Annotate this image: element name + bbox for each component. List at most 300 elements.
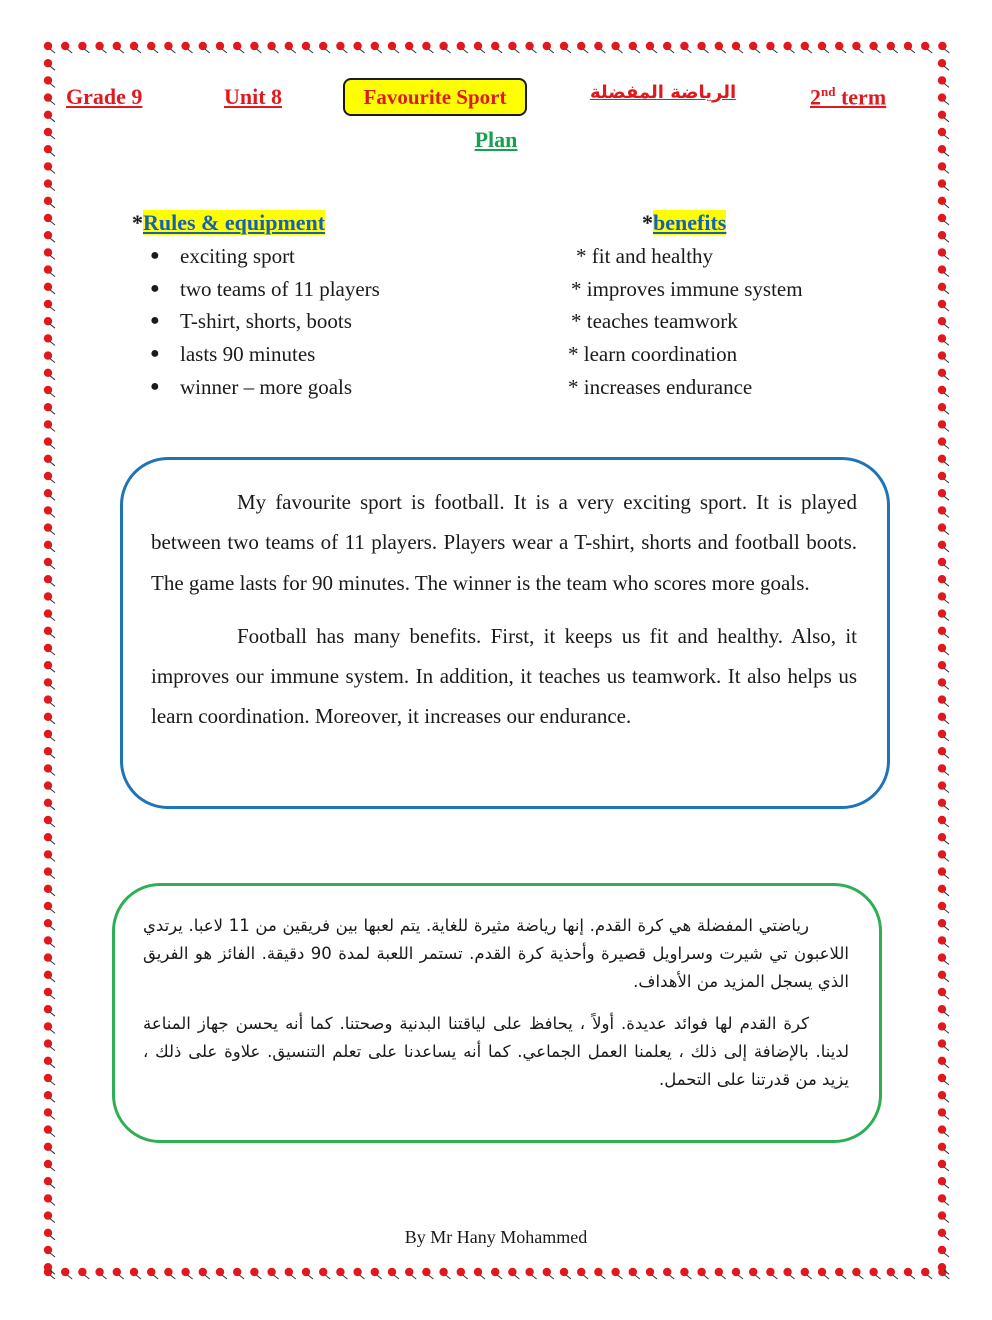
border-dot-stem <box>944 668 949 672</box>
border-dot-stem <box>686 49 691 53</box>
border-dot <box>921 42 929 50</box>
border-dot-stem <box>652 49 657 53</box>
border-dot-stem <box>50 273 55 277</box>
border-dot-stem <box>944 789 949 793</box>
border-dot-stem <box>256 1275 261 1279</box>
border-dot <box>44 592 52 600</box>
border-dot <box>938 988 946 996</box>
border-dot <box>113 1268 121 1276</box>
border-dot <box>938 489 946 497</box>
border-dot <box>938 833 946 841</box>
border-dot-stem <box>721 49 726 53</box>
border-dot-stem <box>944 875 949 879</box>
border-dot-stem <box>291 49 296 53</box>
border-dot-stem <box>50 221 55 225</box>
border-dot-stem <box>50 341 55 345</box>
border-dot-stem <box>618 1275 623 1279</box>
english-paragraph-box <box>120 457 890 809</box>
border-dot <box>44 523 52 531</box>
border-dot-stem <box>738 49 743 53</box>
border-dot-stem <box>342 1275 347 1279</box>
border-dot-stem <box>893 1275 898 1279</box>
border-dot-stem <box>824 1275 829 1279</box>
border-dot <box>353 42 361 50</box>
border-dot <box>818 42 826 50</box>
border-dot-stem <box>153 49 158 53</box>
border-dot-stem <box>721 1275 726 1279</box>
border-dot-stem <box>50 737 55 741</box>
border-dot-stem <box>50 1098 55 1102</box>
border-dot-stem <box>50 445 55 449</box>
border-dot-stem <box>944 410 949 414</box>
border-dot <box>869 1268 877 1276</box>
border-dot <box>938 523 946 531</box>
border-dot-stem <box>50 617 55 621</box>
border-dot-stem <box>618 49 623 53</box>
border-dot <box>44 661 52 669</box>
border-dot-stem <box>944 1201 949 1205</box>
border-dot <box>44 489 52 497</box>
border-dot <box>715 42 723 50</box>
border-dot <box>44 403 52 411</box>
border-dot-stem <box>50 1133 55 1137</box>
border-dot <box>44 627 52 635</box>
border-dot-stem <box>50 720 55 724</box>
border-dot-stem <box>84 1275 89 1279</box>
border-dot <box>938 317 946 325</box>
border-dot <box>61 42 69 50</box>
border-dot-stem <box>566 49 571 53</box>
border-dot <box>938 1177 946 1185</box>
border-dot <box>577 42 585 50</box>
border-dot <box>938 214 946 222</box>
border-dot <box>852 42 860 50</box>
border-dot <box>938 1194 946 1202</box>
arabic-paragraph-1: رياضتي المفضلة هي كرة القدم. إنها رياضة مثيرة للغاية. يتم لعبها بين فريقين من 11 لاعبا. يرتدي اللاعبون تي شيرت وسراويل قصيرة وأحذية كرة القدم. تستمر اللعبة لمدة 90 دقيقة. الفائز هو الفريق الذي يسجل المزيد من الأهداف. <box>143 916 849 991</box>
border-dot <box>474 42 482 50</box>
border-dot <box>938 265 946 273</box>
list-item <box>150 305 380 338</box>
border-dot <box>44 971 52 979</box>
border-dot-stem <box>102 1275 107 1279</box>
border-dot-stem <box>944 49 949 53</box>
border-dot <box>216 42 224 50</box>
border-dot-stem <box>50 513 55 517</box>
border-dot-stem <box>944 1219 949 1223</box>
border-dot <box>938 1022 946 1030</box>
border-dot-stem <box>944 548 949 552</box>
border-dot <box>697 42 705 50</box>
border-dot <box>44 1108 52 1116</box>
rules-item-text: two teams of 11 players <box>180 276 380 301</box>
border-dot <box>938 919 946 927</box>
border-dot <box>938 42 946 50</box>
border-dot-stem <box>50 857 55 861</box>
border-dot-stem <box>944 496 949 500</box>
border-dot-stem <box>50 1081 55 1085</box>
border-dot <box>44 300 52 308</box>
border-dot <box>44 1039 52 1047</box>
border-dot-stem <box>669 1275 674 1279</box>
border-dot <box>44 713 52 721</box>
border-dot-stem <box>136 49 141 53</box>
border-dot <box>44 42 52 50</box>
border-dot <box>611 42 619 50</box>
border-dot-stem <box>944 255 949 259</box>
border-dot-stem <box>532 49 537 53</box>
border-dot <box>835 42 843 50</box>
border-dot <box>663 1268 671 1276</box>
border-dot <box>938 678 946 686</box>
border-dot-stem <box>944 961 949 965</box>
border-dot-stem <box>944 1167 949 1171</box>
list-item <box>150 371 380 404</box>
border-dot <box>44 902 52 910</box>
border-dot-stem <box>50 771 55 775</box>
page-header <box>0 78 992 122</box>
border-dot <box>44 1074 52 1082</box>
border-dot <box>44 1057 52 1065</box>
term-word: term <box>835 84 887 110</box>
border-dot-stem <box>256 49 261 53</box>
list-item: * increases endurance <box>568 374 753 399</box>
border-dot-stem <box>50 238 55 242</box>
border-dot-stem <box>480 49 485 53</box>
border-dot <box>44 850 52 858</box>
border-dot <box>130 42 138 50</box>
border-dot <box>938 403 946 411</box>
border-dot-stem <box>944 462 949 466</box>
border-dot <box>783 1268 791 1276</box>
border-dot <box>938 162 946 170</box>
border-dot-stem <box>944 909 949 913</box>
border-dot <box>44 1263 52 1271</box>
border-dot <box>199 42 207 50</box>
border-dot-stem <box>841 49 846 53</box>
border-dot-stem <box>944 617 949 621</box>
border-dot <box>44 455 52 463</box>
border-dot-stem <box>790 49 795 53</box>
border-dot-stem <box>944 857 949 861</box>
border-dot-stem <box>394 49 399 53</box>
border-dot-stem <box>428 49 433 53</box>
border-dot <box>319 1268 327 1276</box>
border-dot <box>646 42 654 50</box>
border-dot <box>938 1039 946 1047</box>
border-dot <box>869 42 877 50</box>
border-dot <box>267 1268 275 1276</box>
border-dot <box>938 1074 946 1082</box>
border-dot-stem <box>377 49 382 53</box>
border-dot-stem <box>50 204 55 208</box>
border-dot-stem <box>170 49 175 53</box>
border-dot-stem <box>497 49 502 53</box>
border-dot-stem <box>944 754 949 758</box>
border-dot-stem <box>102 49 107 53</box>
border-dot <box>250 1268 258 1276</box>
border-dot <box>594 1268 602 1276</box>
term-label <box>810 84 886 110</box>
border-dot-stem <box>50 49 55 53</box>
border-dot-stem <box>394 1275 399 1279</box>
border-dot-stem <box>944 393 949 397</box>
border-dot <box>44 420 52 428</box>
border-dot <box>95 42 103 50</box>
border-dot <box>783 42 791 50</box>
rules-item-text: lasts 90 minutes <box>180 342 316 367</box>
border-dot <box>938 1108 946 1116</box>
border-dot <box>594 42 602 50</box>
border-dot-stem <box>944 341 949 345</box>
border-dot-stem <box>944 892 949 896</box>
border-dot-stem <box>841 1275 846 1279</box>
border-dot <box>938 1143 946 1151</box>
border-dot-stem <box>910 49 915 53</box>
rules-item-text: winner – more goals <box>180 374 353 399</box>
border-dot <box>44 781 52 789</box>
border-dot <box>938 248 946 256</box>
border-dot-stem <box>274 49 279 53</box>
arabic-paragraph-2: كرة القدم لها فوائد عديدة. أولاً ، يحافظ على لياقتنا البدنية وصحتنا. كما أنه يحسن جهاز المناعة لدينا. بالإضافة إلى ذلك ، يعلمنا العمل الجماعي. كما أنه يساعدنا على تعلم التنسيق. علاوة على ذلك ، يزيد من قدرتنا على التحمل. <box>143 1014 849 1089</box>
border-dot <box>439 42 447 50</box>
border-dot-stem <box>944 1012 949 1016</box>
border-dot-stem <box>686 1275 691 1279</box>
border-dot-stem <box>944 204 949 208</box>
border-dot-stem <box>704 1275 709 1279</box>
border-dot <box>938 386 946 394</box>
border-dot <box>938 627 946 635</box>
term-suffix: nd <box>821 84 836 99</box>
border-dot-stem <box>944 978 949 982</box>
border-dot-stem <box>222 1275 227 1279</box>
border-dot-stem <box>876 49 881 53</box>
border-dot-stem <box>755 1275 760 1279</box>
border-dot <box>749 1268 757 1276</box>
border-dot-stem <box>944 1150 949 1154</box>
border-dot-stem <box>944 703 949 707</box>
border-dot <box>388 42 396 50</box>
border-dot-stem <box>652 1275 657 1279</box>
border-dot-stem <box>944 995 949 999</box>
border-dot-stem <box>944 1275 949 1279</box>
border-dot <box>938 764 946 772</box>
border-dot-stem <box>944 1253 949 1257</box>
border-dot <box>44 747 52 755</box>
border-dot <box>525 42 533 50</box>
border-dot <box>44 730 52 738</box>
border-dot <box>95 1268 103 1276</box>
border-dot <box>78 1268 86 1276</box>
border-dot-stem <box>239 1275 244 1279</box>
border-dot-stem <box>824 49 829 53</box>
border-dot <box>44 644 52 652</box>
border-dot-stem <box>291 1275 296 1279</box>
border-dot-stem <box>944 1098 949 1102</box>
border-dot <box>164 42 172 50</box>
border-dot-stem <box>50 427 55 431</box>
border-dot-stem <box>50 875 55 879</box>
border-dot-stem <box>944 273 949 277</box>
border-dot <box>216 1268 224 1276</box>
border-dot-stem <box>463 1275 468 1279</box>
border-dot <box>938 455 946 463</box>
border-dot-stem <box>428 1275 433 1279</box>
border-dot-stem <box>944 513 949 517</box>
border-dot-stem <box>566 1275 571 1279</box>
border-dot <box>233 1268 241 1276</box>
border-dot <box>938 437 946 445</box>
border-dot <box>938 885 946 893</box>
english-paragraph-1: My favourite sport is football. It is a very exciting sport. It is played between two teams of 11 players. Players wear a T-shirt, shorts and football boots. The game lasts for 90 minutes. The winner is the team who scores more goals. <box>151 490 857 595</box>
border-dot-stem <box>50 582 55 586</box>
border-dot <box>938 747 946 755</box>
border-dot <box>938 558 946 566</box>
border-dot <box>113 42 121 50</box>
border-dot <box>938 902 946 910</box>
border-dot <box>44 799 52 807</box>
border-dot-stem <box>944 943 949 947</box>
border-dot <box>371 1268 379 1276</box>
bullet-icon: ● <box>150 377 160 395</box>
border-dot-stem <box>50 1115 55 1119</box>
border-dot <box>44 59 52 67</box>
author-footer: By Mr Hany Mohammed <box>404 1227 588 1247</box>
topic-title-arabic: الرياضة المفضلة <box>590 82 737 103</box>
border-dot-stem <box>308 49 313 53</box>
border-dot <box>938 867 946 875</box>
border-dot-stem <box>188 49 193 53</box>
border-dot-stem <box>50 995 55 999</box>
border-dot <box>491 42 499 50</box>
border-dot-stem <box>50 255 55 259</box>
border-dot-stem <box>50 978 55 982</box>
rules-prefix: * <box>132 210 143 235</box>
border-dot <box>44 231 52 239</box>
border-dot-stem <box>446 49 451 53</box>
border-dot-stem <box>944 324 949 328</box>
border-dot <box>835 1268 843 1276</box>
border-dot-stem <box>772 49 777 53</box>
border-dot-stem <box>927 49 932 53</box>
border-dot <box>887 42 895 50</box>
border-dot <box>938 1005 946 1013</box>
border-dot-stem <box>50 531 55 535</box>
rules-item-text: exciting sport <box>180 244 295 268</box>
border-dot-stem <box>205 49 210 53</box>
border-dot <box>405 42 413 50</box>
border-dot <box>938 713 946 721</box>
border-dot <box>732 42 740 50</box>
border-dot <box>938 730 946 738</box>
border-dot <box>44 334 52 342</box>
border-dot-stem <box>50 943 55 947</box>
border-dot-stem <box>893 49 898 53</box>
border-dot <box>422 42 430 50</box>
border-dot <box>44 558 52 566</box>
border-dot <box>474 1268 482 1276</box>
border-dot-stem <box>50 66 55 70</box>
border-dot-stem <box>514 49 519 53</box>
border-dot-stem <box>50 892 55 896</box>
border-dot <box>938 369 946 377</box>
border-dot <box>44 248 52 256</box>
border-dot <box>44 506 52 514</box>
border-dot-stem <box>944 445 949 449</box>
border-dot <box>44 1125 52 1133</box>
border-dot <box>938 781 946 789</box>
border-dot <box>44 162 52 170</box>
bullet-icon: ● <box>150 312 160 330</box>
border-dot-stem <box>583 49 588 53</box>
border-dot-stem <box>549 49 554 53</box>
border-dot <box>44 351 52 359</box>
border-dot-stem <box>50 169 55 173</box>
rules-heading <box>132 210 325 236</box>
list-item: * teaches teamwork <box>571 309 738 334</box>
bullet-icon: ● <box>150 345 160 363</box>
border-dot <box>44 885 52 893</box>
border-dot-stem <box>50 754 55 758</box>
border-dot <box>938 300 946 308</box>
border-dot-stem <box>858 49 863 53</box>
border-dot <box>285 42 293 50</box>
border-dot-stem <box>50 840 55 844</box>
list-item: * fit and healthy <box>576 244 714 268</box>
border-dot-stem <box>50 290 55 294</box>
border-dot-stem <box>944 427 949 431</box>
border-dot-stem <box>944 599 949 603</box>
border-dot-stem <box>944 1184 949 1188</box>
border-dot-stem <box>50 806 55 810</box>
border-dot <box>44 472 52 480</box>
border-dot <box>44 369 52 377</box>
border-dot <box>44 197 52 205</box>
border-dot-stem <box>188 1275 193 1279</box>
border-dot-stem <box>514 1275 519 1279</box>
border-dot-stem <box>50 789 55 793</box>
border-dot-stem <box>50 1167 55 1171</box>
border-dot <box>938 1263 946 1271</box>
border-dot <box>938 179 946 187</box>
border-dot <box>164 1268 172 1276</box>
border-dot-stem <box>67 49 72 53</box>
border-dot <box>938 283 946 291</box>
topic-title: Favourite Sport <box>343 78 527 116</box>
border-dot-stem <box>360 49 365 53</box>
border-dot-stem <box>50 1029 55 1033</box>
border-dot <box>44 214 52 222</box>
border-dot-stem <box>50 1253 55 1257</box>
border-dot <box>457 1268 465 1276</box>
border-dot-stem <box>50 393 55 397</box>
border-dot-stem <box>50 685 55 689</box>
border-dot-stem <box>50 668 55 672</box>
border-dot <box>44 1143 52 1151</box>
border-dot <box>938 575 946 583</box>
border-dot <box>938 1211 946 1219</box>
border-dot-stem <box>153 1275 158 1279</box>
border-dot <box>938 953 946 961</box>
arabic-paragraph-box <box>112 883 882 1143</box>
border-dot <box>199 1268 207 1276</box>
rules-item-text: T-shirt, shorts, boots <box>180 309 352 334</box>
border-dot-stem <box>944 479 949 483</box>
border-dot <box>577 1268 585 1276</box>
border-dot <box>525 1268 533 1276</box>
border-dot-stem <box>944 1047 949 1051</box>
border-dot <box>921 1268 929 1276</box>
border-dot <box>938 420 946 428</box>
